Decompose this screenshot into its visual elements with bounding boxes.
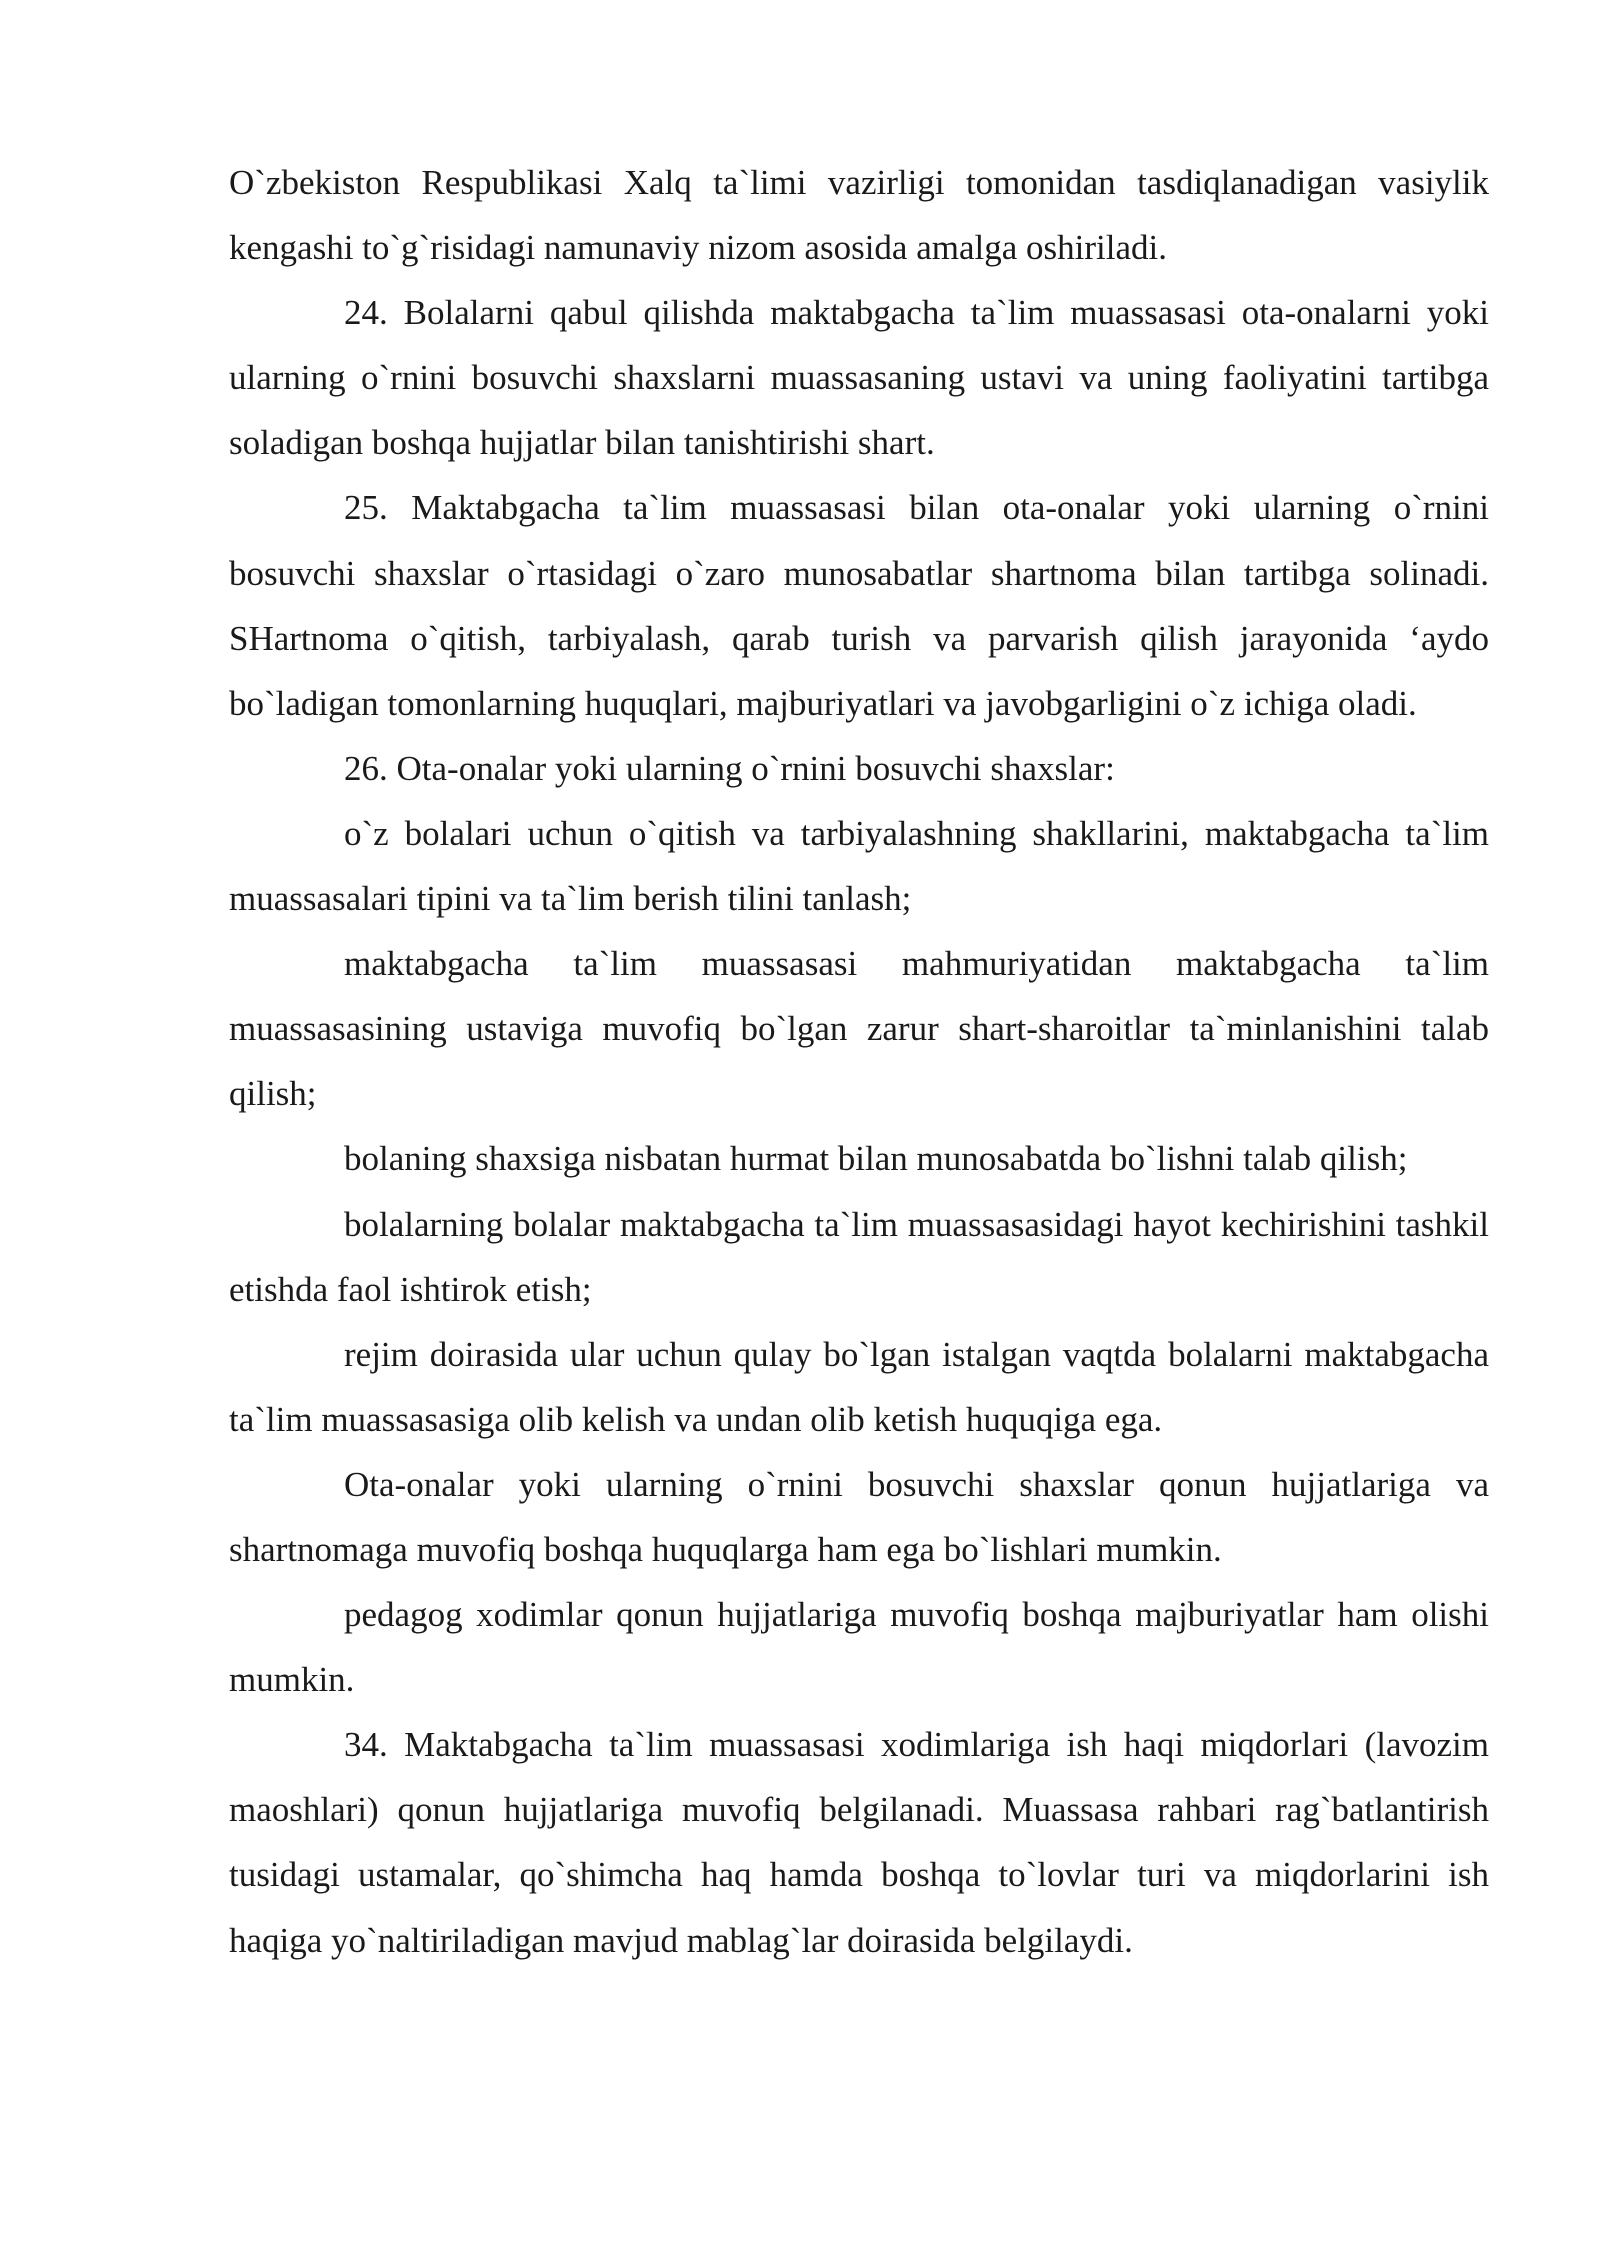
list-item-demand-respect: bolaning shaxsiga nisbatan hurmat bilan munosabatda bo`lishni talab qilish; <box>344 1139 1408 1179</box>
list-item-bring-and-take: rejim doirasida ular uchun qulay bo`lgan istalgan vaqtda bolalarni maktabgacha ta`lim muassasasiga olib kelish va undan olib ketish huquqiga ega. <box>229 1334 1489 1439</box>
paragraph-teacher-obligations: pedagog xodimlar qonun hujjatlariga muvofiq boshqa majburiyatlar ham olishi mumkin. <box>229 1595 1489 1700</box>
paragraph-24: 24. Bolalarni qabul qilishda maktabgacha ta`lim muassasasi ota-onalarni yoki ularning o`rnini bosuvchi shaxslarni muassasaning ustavi va uning faoliyatini tartibga soladigan boshqa hujjatlar bilan tanishtirishi shart. <box>229 293 1489 463</box>
list-item-participate: bolalarning bolalar maktabgacha ta`lim muassasasidagi hayot kechirishini tashkil etishda faol ishtirok etish; <box>229 1204 1489 1309</box>
paragraph-34: 34. Maktabgacha ta`lim muassasasi xodimlariga ish haqi miqdorlari (lavozim maoshlari) qonun hujjatlariga muvofiq belgilanadi. Muassasa rahbari rag`batlantirish tusidagi ustamalar, qo`shimcha haq hamda boshqa to`lovlar turi va miqdorlarini ish haqiga yo`naltiriladigan mavjud mablag`lar doirasida belgilaydi. <box>229 1725 1489 1960</box>
list-item-choose-education-form: o`z bolalari uchun o`qitish va tarbiyalashning shakllarini, maktabgacha ta`lim muassasalari tipini va ta`lim berish tilini tanlash; <box>229 813 1489 919</box>
document-page <box>229 150 1489 1973</box>
paragraph-26: 26. Ota-onalar yoki ularning o`rnini bosuvchi shaxslar: <box>344 748 1115 788</box>
paragraph-other-rights: Ota-onalar yoki ularning o`rnini bosuvchi shaxslar qonun hujjatlariga va shartnomaga muvofiq boshqa huquqlarga ham ega bo`lishlari mumkin. <box>229 1464 1489 1569</box>
list-item-demand-conditions: maktabgacha ta`lim muassasasi mahmuriyatidan maktabgacha ta`lim muassasasining ustaviga muvofiq bo`lgan zarur shart-sharoitlar ta`minlanishini talab qilish; <box>229 944 1489 1114</box>
paragraph-continuation: O`zbekiston Respublikasi Xalq ta`limi vazirligi tomonidan tasdiqlanadigan vasiylik kengashi to`g`risidagi namunaviy nizom asosida amalga oshiriladi. <box>229 163 1489 268</box>
paragraph-25: 25. Maktabgacha ta`lim muassasasi bilan ota-onalar yoki ularning o`rnini bosuvchi shaxslar o`rtasidagi o`zaro munosabatlar shartnoma bilan tartibga solinadi. SHartnoma o`qitish, tarbiyalash, qarab turish va parvarish qilish jarayonida ‘aydo bo`ladigan tomonlarning huquqlari, majburiyatlari va javobgarligini o`z ichiga oladi. <box>229 488 1489 723</box>
